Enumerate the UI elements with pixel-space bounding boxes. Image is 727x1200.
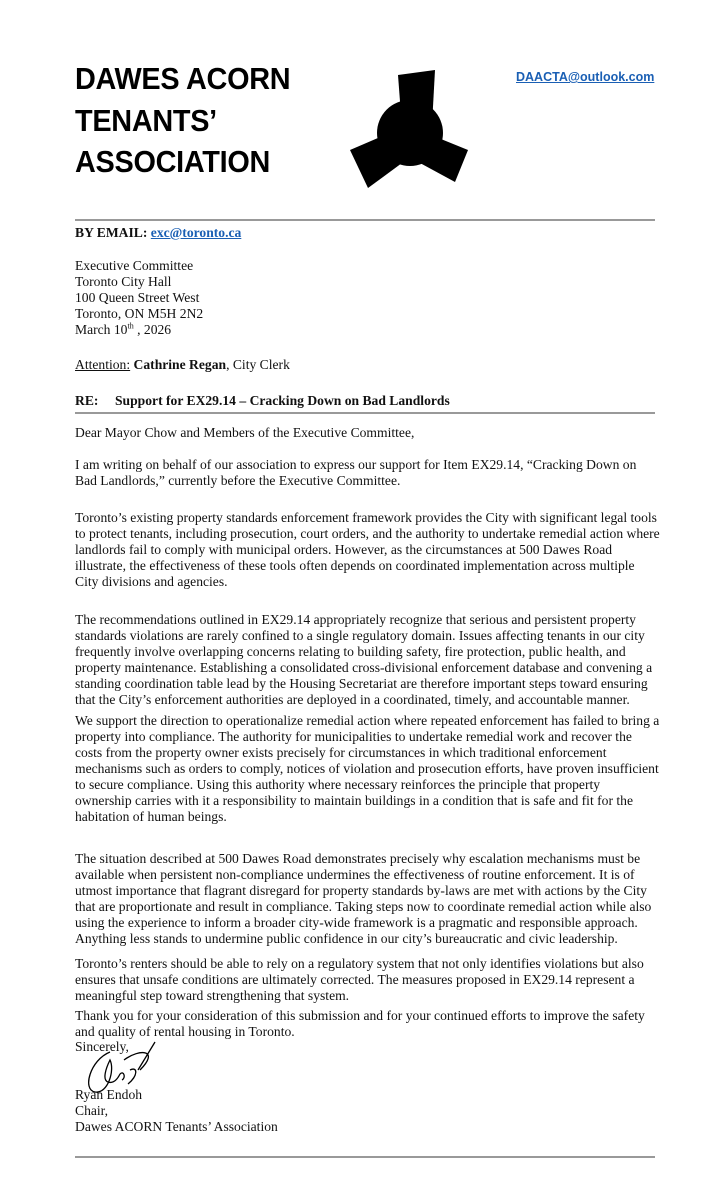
- by-email-label: BY EMAIL:: [75, 225, 148, 240]
- attention-label: Attention:: [75, 357, 131, 372]
- salutation: Dear Mayor Chow and Members of the Executive Committee,: [75, 425, 415, 440]
- body-paragraph: Toronto’s existing property standards enforcement framework provides the City with significant legal tools to protect tenants, including prosecution, court orders, and the authority to undertake remedial action where landlords fail to comply with municipal orders. However, as the circumstances at 500 Dawes Road illustrate, the effectiveness of these tools often depends on coordinated implementation across multiple City divisions and agencies.: [75, 510, 660, 589]
- address-line: Executive Committee: [75, 258, 194, 273]
- footer-divider: [75, 1156, 655, 1158]
- body-paragraph: We support the direction to operationalize remedial action where repeated enforcement has failed to bring a property into compliance. The authority for municipalities to undertake remedial work and recover the costs from the property owner exists precisely for circumstances in which traditional enforcement mechanisms such as orders to comply, notices of violation and prosecution efforts, have proven insufficient to secure compliance. Using this authority where necessary reinforces the principle that property ownership carries with it a responsibility to maintain buildings in a condition that is safe and fit for the habitation of human beings.: [75, 713, 660, 824]
- org-name-line: DAWES ACORN: [75, 61, 291, 96]
- signatory-org: Dawes ACORN Tenants’ Association: [75, 1119, 278, 1134]
- association-email-link[interactable]: DAACTA@outlook.com: [516, 70, 655, 84]
- attention-title: , City Clerk: [226, 357, 290, 372]
- attention-name: Cathrine Regan: [133, 357, 227, 372]
- closing: Sincerely,: [75, 1039, 129, 1054]
- letter-date: [75, 322, 660, 338]
- address-line: Toronto, ON M5H 2N2: [75, 306, 204, 321]
- body-paragraph: The situation described at 500 Dawes Road demonstrates precisely why escalation mechanisms must be available when persistent non-compliance undermines the effectiveness of routine enforcement. It is of utmost importance that flagrant disregard for property standards by-laws are met with actions by the City that are proportionate and result in compliance. Taking steps now to coordinate remedial action while also using the experience to inform a broader city-wide framework is a pragmatic and responsible approach. Anything less stands to undermine public confidence in our city’s bureaucratic and civic leadership.: [75, 851, 652, 946]
- header-divider: [75, 219, 655, 221]
- by-email-line: [75, 225, 660, 241]
- recipient-address: [75, 258, 660, 338]
- body-paragraph: Thank you for your consideration of this submission and for your continued efforts to improve the safety and quality of rental housing in Toronto.: [75, 1008, 645, 1039]
- signatory-name: Ryan Endoh: [75, 1087, 143, 1102]
- date-suffix: th: [127, 321, 134, 331]
- body-paragraph: I am writing on behalf of our association to express our support for Item EX29.14, “Cracking Down on Bad Landlords,” currently before the Executive Committee.: [75, 457, 637, 488]
- org-name-line: ASSOCIATION: [75, 144, 271, 179]
- body-paragraph: Toronto’s renters should be able to rely on a regulatory system that not only identifies violations but also ensures that unsafe conditions are ultimately corrected. The measures proposed in EX29.14 represent a meaningful step toward strengthening that system.: [75, 956, 644, 1003]
- subject-line: [75, 393, 660, 409]
- signatory-title: Chair,: [75, 1103, 109, 1118]
- org-name-line: TENANTS’: [75, 102, 217, 138]
- acorn-logo-icon: [330, 70, 490, 190]
- body-paragraph: The recommendations outlined in EX29.14 appropriately recognize that serious and persistent property standards violations are rarely confined to a single regulatory domain. Issues affecting tenants in our city frequently involve overlapping concerns relating to building safety, fire protection, public health, and property maintenance. Establishing a consolidated cross-divisional enforcement database and convening a standing coordination table lead by the Housing Secretariat are therefore important steps toward ensuring that the City’s enforcement authorities are deployed in a coordinated, timely, and accountable manner.: [75, 612, 653, 707]
- subject-divider: [75, 412, 655, 414]
- organization-name: [75, 58, 290, 183]
- attention-line: [75, 357, 660, 373]
- address-line: 100 Queen Street West: [75, 290, 200, 305]
- date-main: March 10: [75, 322, 128, 337]
- signature-block: [75, 1087, 660, 1135]
- address-line: Toronto City Hall: [75, 274, 172, 289]
- date-year: , 2026: [133, 322, 172, 337]
- re-label: RE:: [75, 393, 99, 408]
- subject-text: Support for EX29.14 – Cracking Down on Bad Landlords: [115, 393, 450, 408]
- recipient-email-link[interactable]: exc@toronto.ca: [150, 225, 242, 240]
